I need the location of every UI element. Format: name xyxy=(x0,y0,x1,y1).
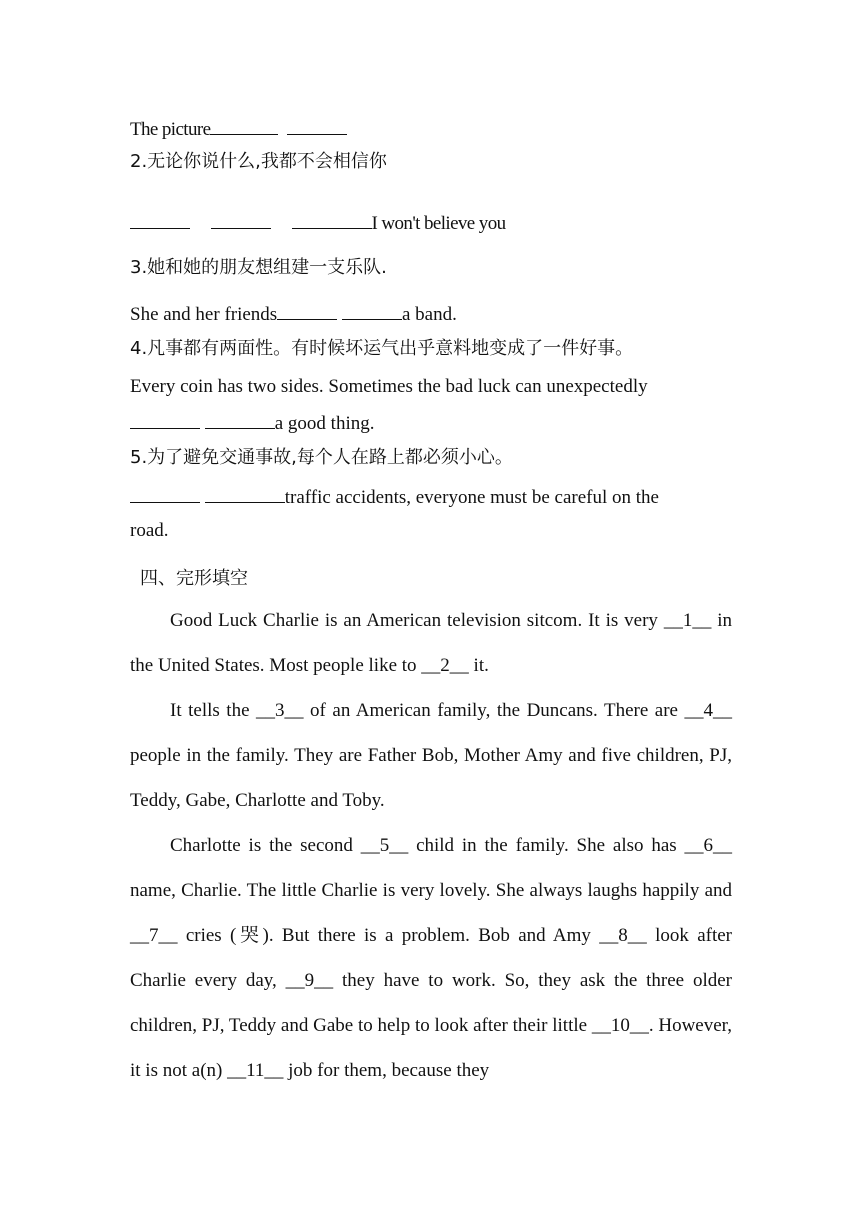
item5-suffix: traffic accidents, everyone must be careful on the xyxy=(284,487,659,508)
cloze-paragraph-2 xyxy=(130,688,732,823)
item4-chinese-prompt: 4.凡事都有两面性。有时候坏运气出乎意料地变成了一件好事。 xyxy=(130,338,634,359)
item5-chinese-prompt: 5.为了避免交通事故,每个人在路上都必须小心。 xyxy=(130,447,513,468)
item3-suffix: a band. xyxy=(401,304,457,325)
item3-answer-line xyxy=(130,301,457,327)
paragraph-text: Charlotte is the second __5__ child in the family. She also has __6__ name, Charlie. The little Charlie is very lovely. She always laughs happily and __7__ cries (哭). But there is a problem. Bob and Amy __8__ look after Charlie every day, __9__ they have to work. So, they ask the three older children, PJ, Teddy and Gabe to help to look after their little __10__. However, it is not a(n) __11__ job for them, because they xyxy=(130,835,732,1081)
item2-text: I won't believe you xyxy=(371,213,506,234)
item1-answer-line xyxy=(130,116,347,142)
item4-line1: Every coin has two sides. Sometimes the bad luck can unexpectedly xyxy=(130,376,648,397)
item2-answer-line xyxy=(130,210,506,236)
paragraph-text: Good Luck Charlie is an American television sitcom. It is very __1__ in the United States. Most people like to __2__ it. xyxy=(130,610,732,676)
blank xyxy=(210,116,278,135)
paragraph-text: It tells the __3__ of an American family, the Duncans. There are __4__ people in the family. They are Father Bob, Mother Amy and five children, PJ, Teddy, Gabe, Charlotte and Toby. xyxy=(130,700,732,811)
item3-chinese-prompt: 3.她和她的朋友想组建一支乐队. xyxy=(130,257,387,278)
blank xyxy=(292,210,372,229)
item5-answer-line xyxy=(130,484,659,510)
cloze-paragraph-3 xyxy=(130,823,732,1093)
section-heading: 四、完形填空 xyxy=(140,568,248,589)
cloze-paragraph-1 xyxy=(130,598,732,688)
blank xyxy=(205,410,275,429)
blank xyxy=(130,410,200,429)
item1-text: The picture xyxy=(130,119,211,140)
blank xyxy=(277,301,337,320)
blank xyxy=(287,116,347,135)
blank xyxy=(130,484,200,503)
item2-chinese-prompt: 2.无论你说什么,我都不会相信你 xyxy=(130,151,387,172)
blank xyxy=(342,301,402,320)
blank xyxy=(130,210,190,229)
item4-suffix: a good thing. xyxy=(274,413,375,434)
blank xyxy=(205,484,285,503)
item3-prefix: She and her friends xyxy=(130,304,278,325)
blank xyxy=(211,210,271,229)
item4-answer-line xyxy=(130,410,375,436)
item5-line2: road. xyxy=(130,520,169,541)
